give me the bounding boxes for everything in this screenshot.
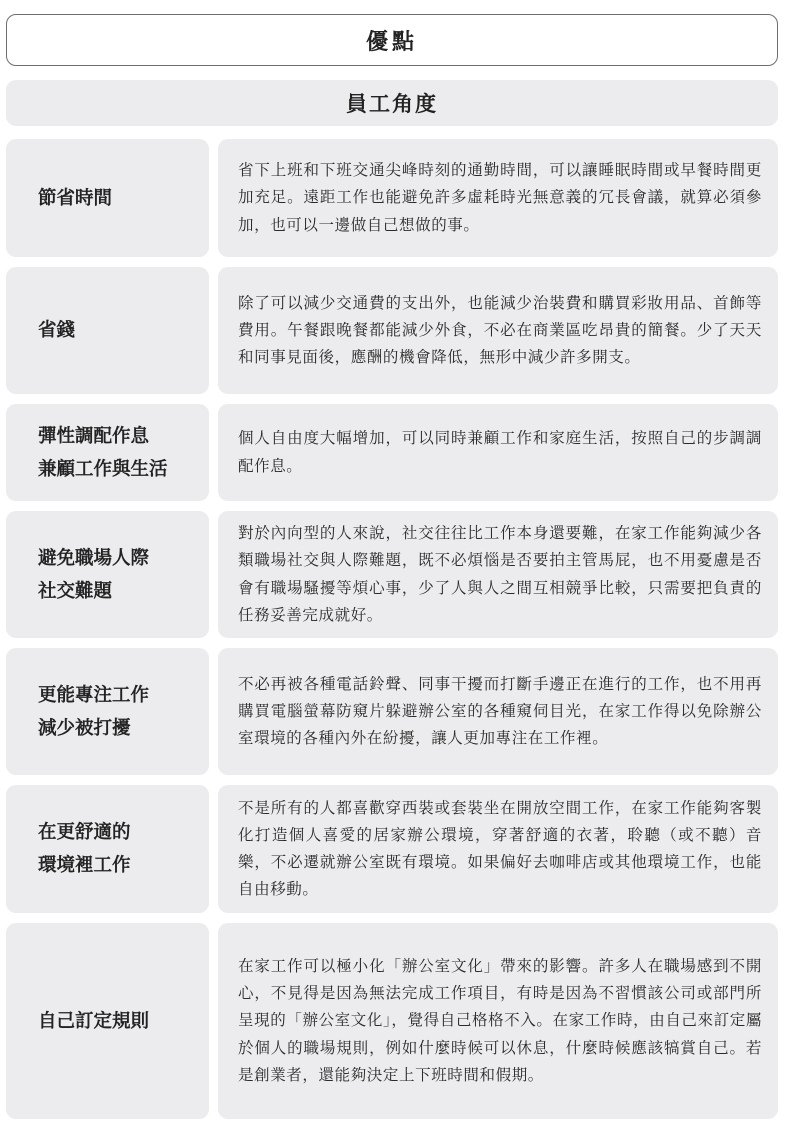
row-label xyxy=(6,648,209,775)
row-label-line: 兼顧工作與生活 xyxy=(38,458,168,480)
row-description: 不是所有的人都喜歡穿西裝或套裝坐在開放空間工作，在家工作能夠客製化打造個人喜愛的居家辦公環境，穿著舒適的衣著，聆聽（或不聽）音樂，不必遷就辦公室既有環境。如果偏好去咖啡店或其他環境工作，也能自由移動。 xyxy=(238,798,762,899)
table-row xyxy=(6,267,778,394)
row-label-line: 更能專注工作 xyxy=(38,684,150,706)
row-description: 省下上班和下班交通尖峰時刻的通勤時間，可以讓睡眠時間或早餐時間更加充足。遠距工作也能避免許多虛耗時光無意義的冗長會議，就算必須參加，也可以一邊做自己想做的事。 xyxy=(238,161,762,234)
row-description: 對於內向型的人來說，社交往往比工作本身還要難，在家工作能夠減少各類職場社交與人際難題，既不必煩惱是否要拍主管馬屁，也不用憂慮是否會有職場騷擾等煩心事，少了人與人之間互相競爭比較，只需要把負責的任務妥善完成就好。 xyxy=(238,524,762,624)
table-row xyxy=(6,139,778,257)
row-content xyxy=(218,139,778,257)
row-content xyxy=(218,404,778,501)
row-content xyxy=(218,785,778,913)
row-label xyxy=(6,785,209,913)
row-label-line: 省錢 xyxy=(38,320,76,341)
row-label-line: 節省時間 xyxy=(38,187,113,209)
row-description: 不必再被各種電話鈴聲、同事干擾而打斷手邊正在進行的工作，也不用再購買電腦螢幕防窺片躲避辦公室的各種窺伺目光，在家工作得以免除辦公室環境的各種內外在紛擾，讓人更加專注在工作裡。 xyxy=(238,674,762,748)
row-label-line: 彈性調配作息 xyxy=(38,425,150,447)
table-row xyxy=(6,511,778,638)
table-row xyxy=(6,648,778,775)
table-row xyxy=(6,923,778,1119)
row-label xyxy=(6,139,209,257)
row-description: 除了可以減少交通費的支出外，也能減少治裝費和購買彩妝用品、首飾等費用。午餐跟晚餐都能減少外食，不必在商業區吃昂貴的簡餐。少了天天和同事見面後，應酬的機會降低，無形中減少許多開支。 xyxy=(238,293,762,367)
row-label-line: 減少被打擾 xyxy=(38,717,131,739)
section-heading: 員工角度 xyxy=(6,80,778,126)
row-label xyxy=(6,511,209,638)
row-label-line: 避免職場人際 xyxy=(38,547,150,569)
row-label xyxy=(6,404,209,501)
row-description: 在家工作可以極小化「辦公室文化」帶來的影響。許多人在職場感到不開心，不見得是因為無法完成工作項目，有時是因為不習慣該公司或部門所呈現的「辦公室文化」，覺得自己格格不入。在家工作時，由自己來訂定屬於個人的職場規則，例如什麼時候可以休息，什麼時候應該犒賞自己。若是創業者，還能夠決定上下班時間和假期。 xyxy=(238,956,762,1084)
row-label-line: 在更舒適的 xyxy=(38,822,131,843)
row-label-line: 環境裡工作 xyxy=(38,855,131,876)
table-row xyxy=(6,785,778,913)
row-content xyxy=(218,923,778,1119)
row-label xyxy=(6,267,209,394)
row-content xyxy=(218,648,778,775)
row-label-line: 社交難題 xyxy=(38,580,113,602)
row-label xyxy=(6,923,209,1119)
row-label-line: 自己訂定規則 xyxy=(38,1010,150,1032)
row-content xyxy=(218,511,778,638)
page-title: 優點 xyxy=(6,14,778,66)
row-content xyxy=(218,267,778,394)
table-row xyxy=(6,404,778,501)
row-description: 個人自由度大幅增加，可以同時兼顧工作和家庭生活，按照自己的步調調配作息。 xyxy=(238,429,762,475)
